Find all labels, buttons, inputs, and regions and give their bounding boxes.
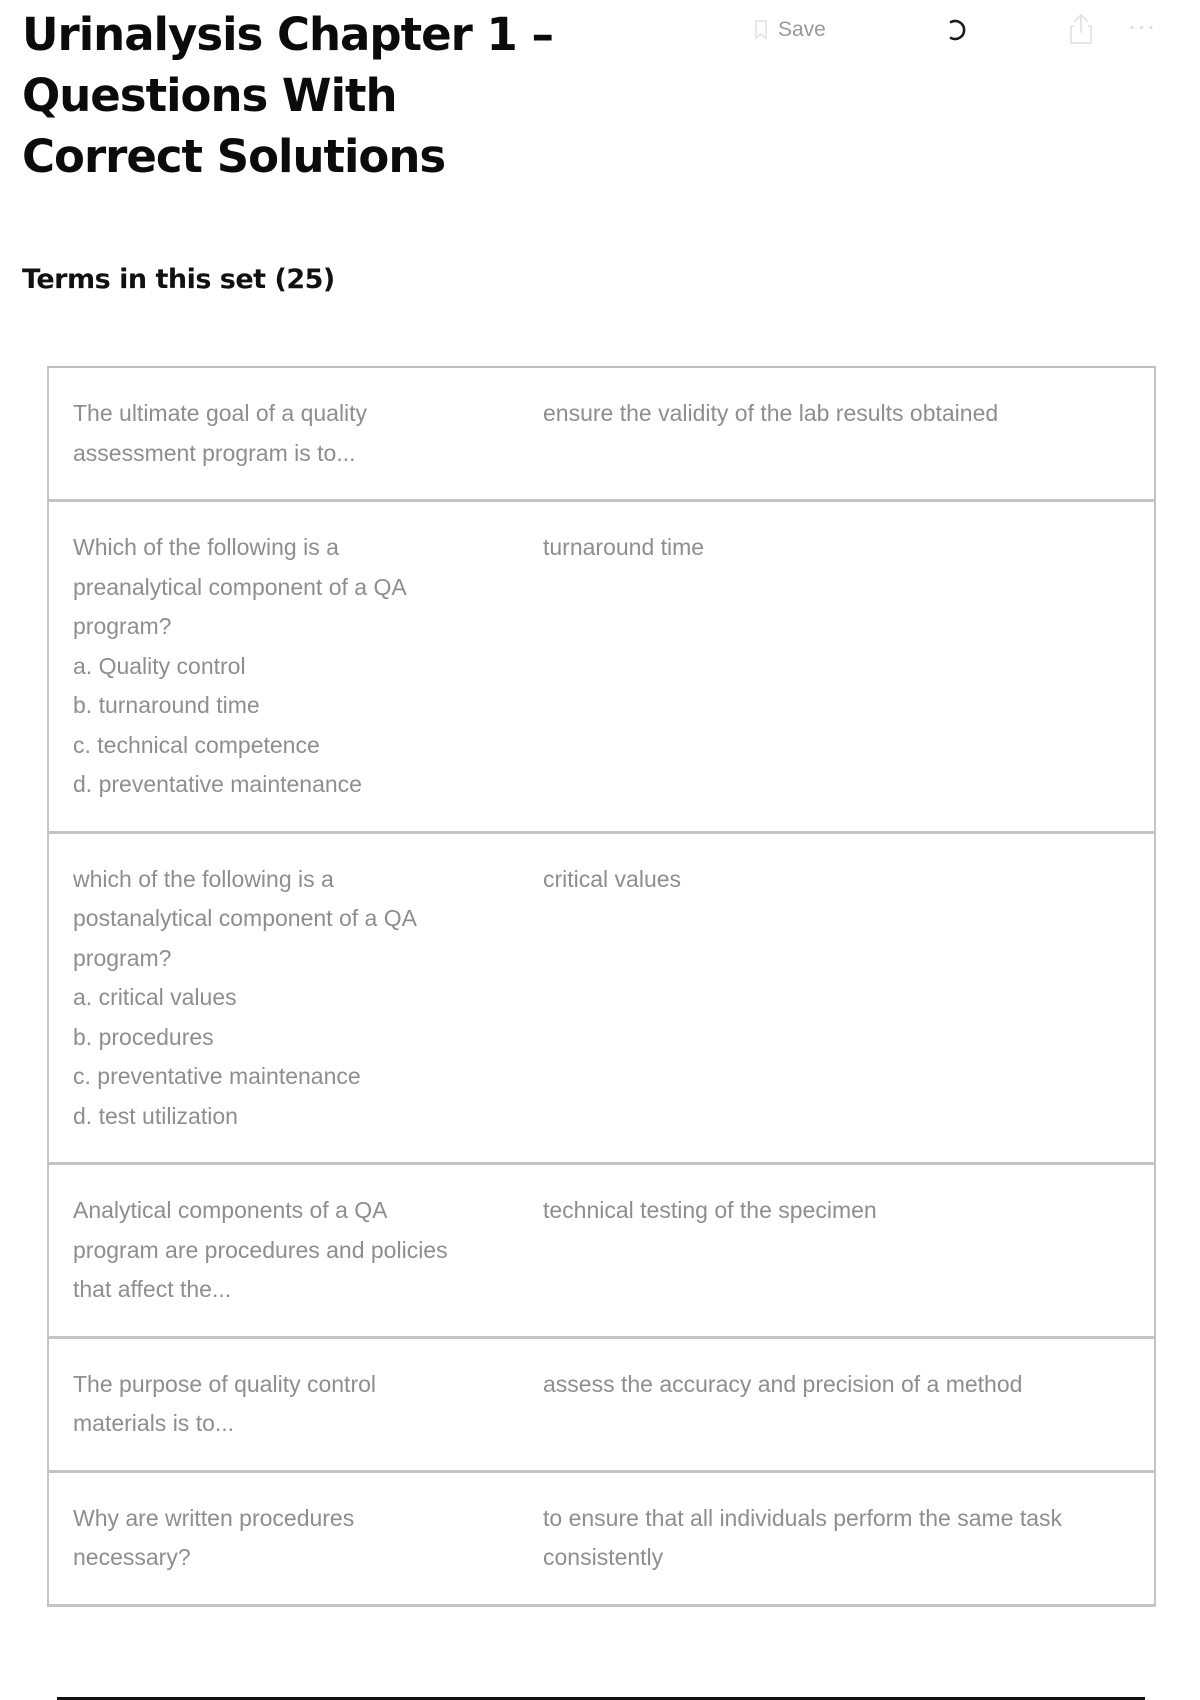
term-question: Why are written procedures necessary? (73, 1504, 355, 1570)
term-answer: to ensure that all individuals perform the same task consistently (543, 1504, 1063, 1570)
term-row[interactable] (47, 1473, 1156, 1607)
page-title: Urinalysis Chapter 1 – Questions With Correct Solutions (22, 8, 553, 183)
refresh-icon[interactable] (942, 16, 970, 44)
term-answer: turnaround time (543, 534, 705, 560)
term-row[interactable] (47, 1165, 1156, 1339)
save-button[interactable] (754, 18, 826, 42)
term-answer: ensure the validity of the lab results obtained (543, 400, 999, 426)
term-question: The ultimate goal of a quality assessment program is to... (73, 400, 368, 466)
term-question: Analytical components of a QA program are procedures and policies that affect the... (73, 1197, 448, 1302)
share-icon[interactable] (1066, 12, 1096, 46)
term-answer: assess the accuracy and precision of a method (543, 1370, 1023, 1397)
terms-list (47, 366, 1156, 1607)
term-row[interactable] (47, 834, 1156, 1166)
term-question: The purpose of quality control materials is to... (73, 1370, 377, 1436)
term-question: Which of the following is a preanalytical component of a QA program? a. Quality control b. turnaround time c. technical competence d. preventative maintenance (73, 534, 407, 797)
term-row[interactable] (47, 502, 1156, 834)
more-icon[interactable]: ··· (1128, 14, 1157, 42)
term-answer: technical testing of the specimen (543, 1197, 877, 1223)
term-question: which of the following is a postanalytical component of a QA program? a. critical values b. procedures c. preventative maintenance d. test utilization (73, 865, 417, 1129)
term-row[interactable] (47, 1339, 1156, 1473)
term-answer: critical values (543, 865, 682, 892)
bookmark-icon (754, 20, 768, 40)
toolbar (750, 12, 1180, 52)
terms-count-heading: Terms in this set (25) (22, 264, 335, 295)
save-label: Save (778, 18, 826, 41)
term-row[interactable] (47, 368, 1156, 502)
